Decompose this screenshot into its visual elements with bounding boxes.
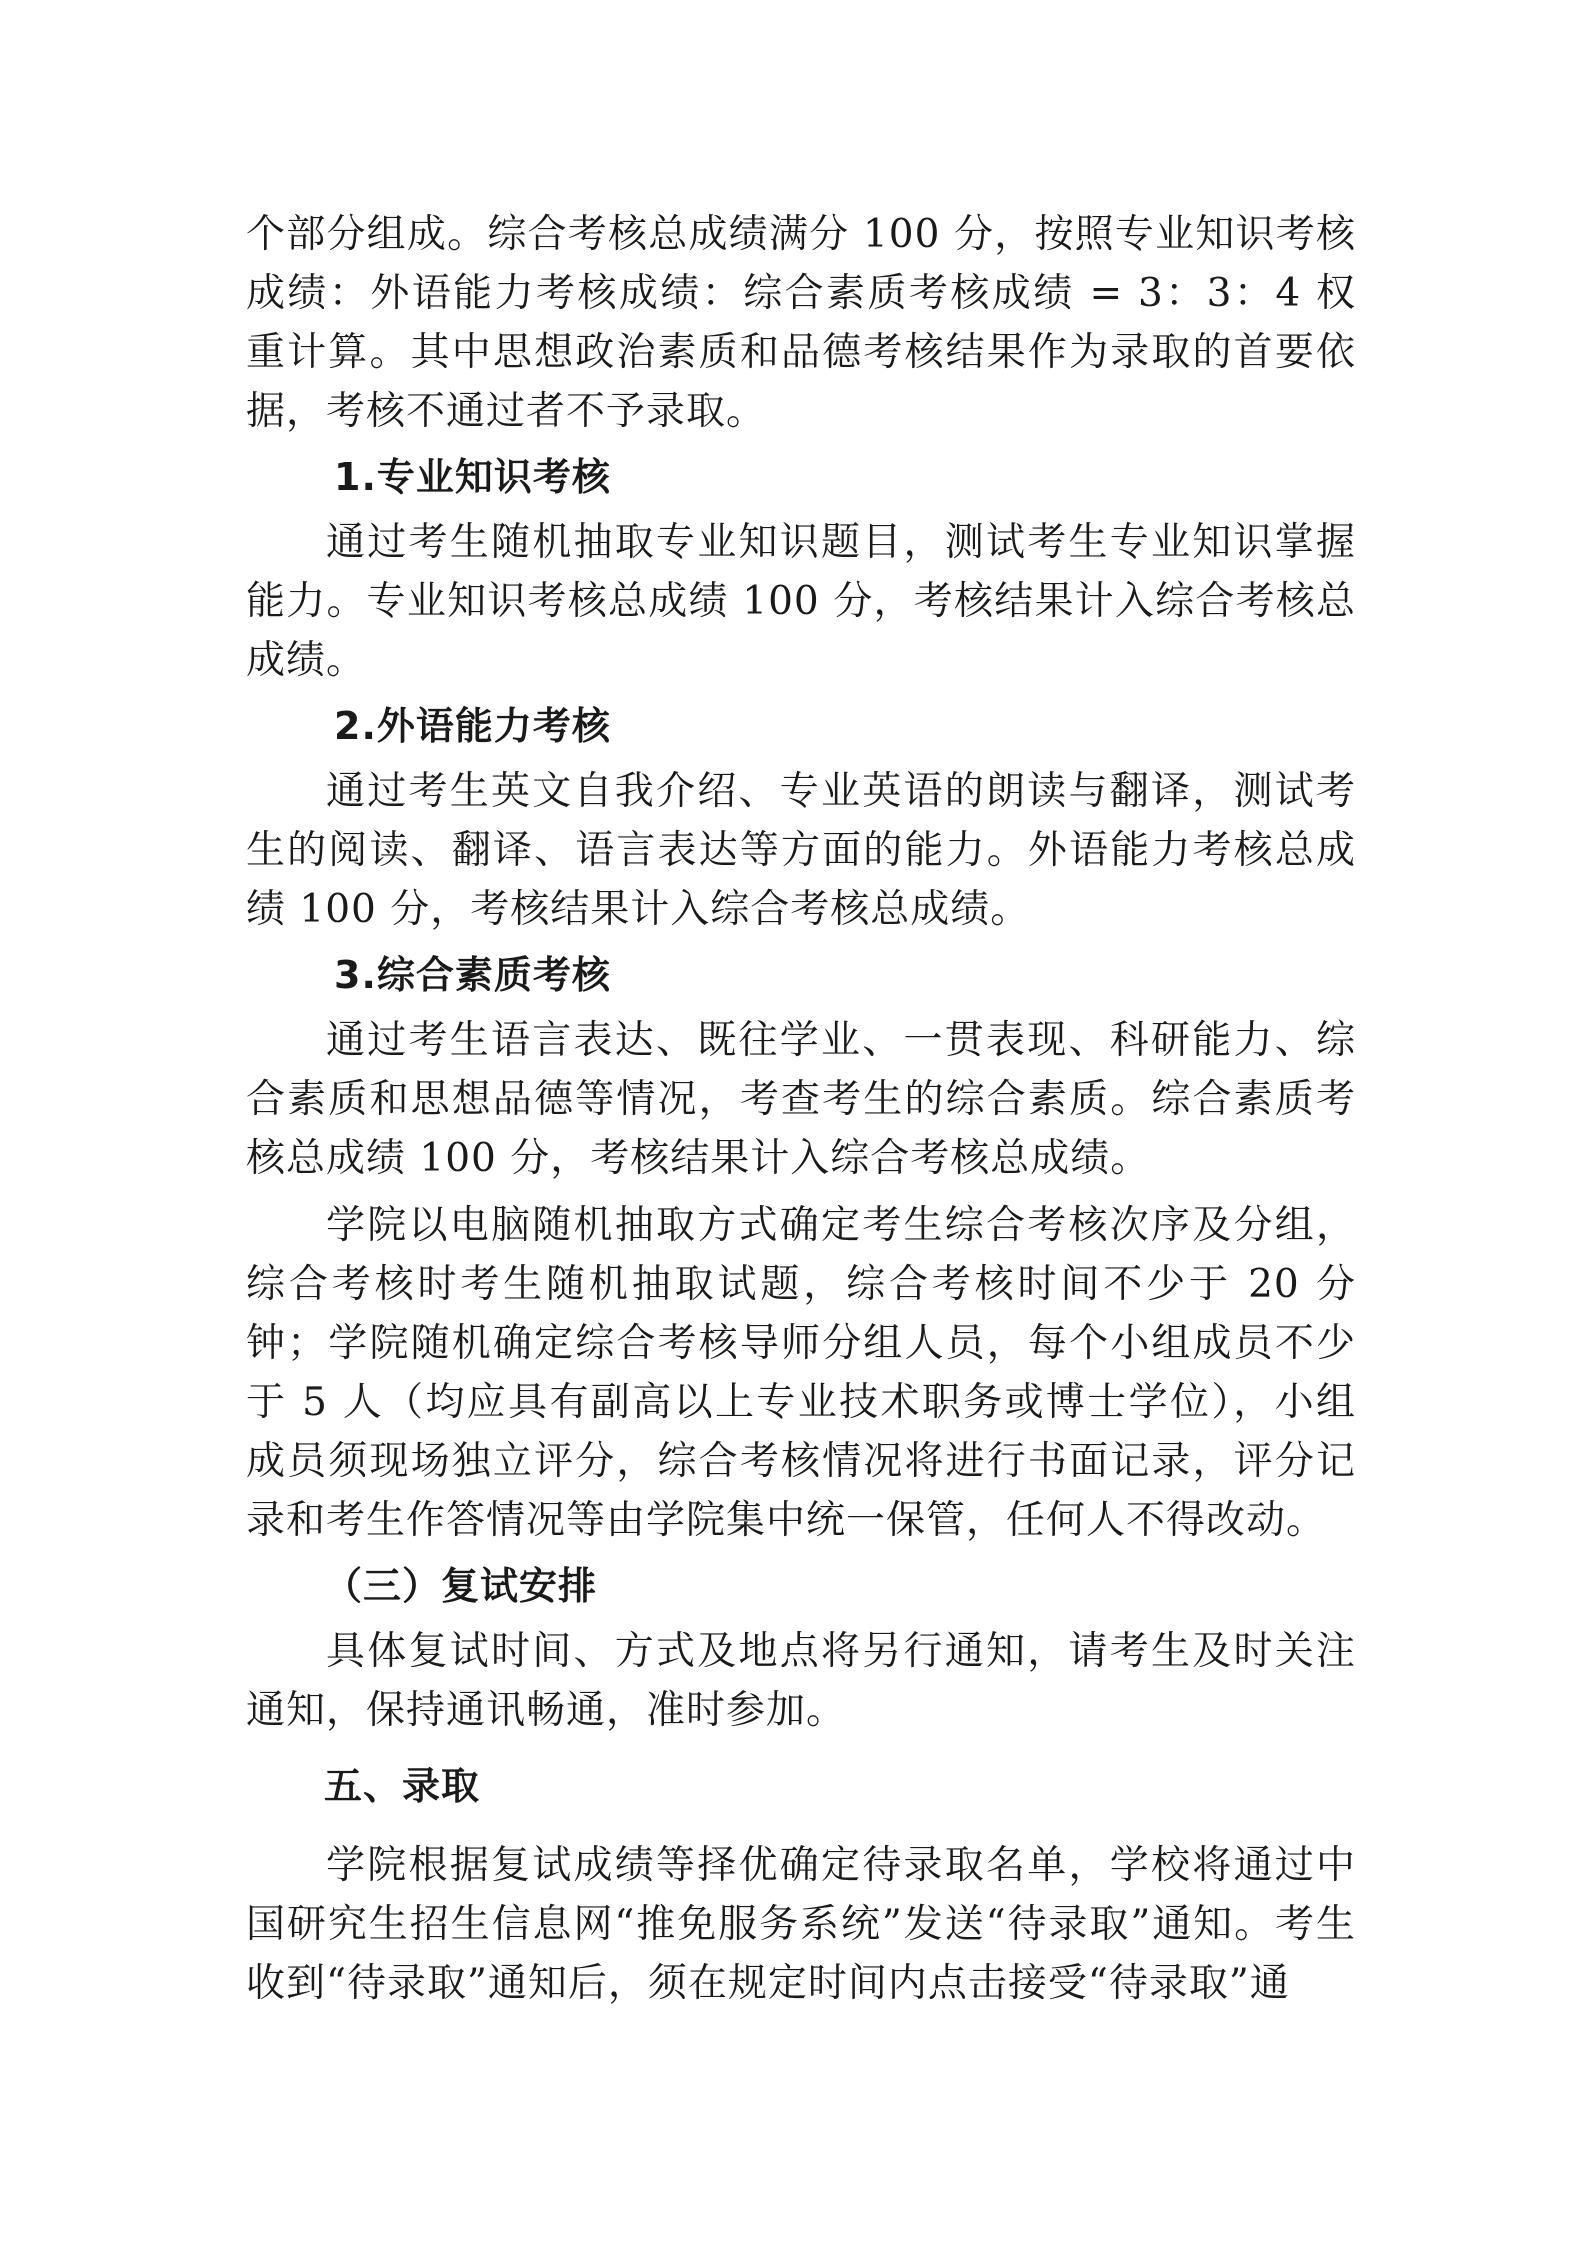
heading-retest-arrangement: （三）复试安排 [324, 1564, 598, 1608]
paragraph-assessment-composition: 个部分组成。综合考核总成绩满分 100 分，按照专业知识考核成绩：外语能力考核成绩：综合素质考核成绩 = 3：3：4 权重计算。其中思想政治素质和品德考核结果作为录取的首要依据，考核不通过者不予录取。 [246, 212, 1356, 434]
paragraph-comprehensive-quality: 通过考生语言表达、既往学业、一贯表现、科研能力、综合素质和思想品德等情况，考查考生的综合素质。综合素质考核总成绩 100 分，考核结果计入综合考核总成绩。 [246, 1018, 1356, 1181]
paragraph-assessment-procedure: 学院以电脑随机抽取方式确定考生综合考核次序及分组，综合考核时考生随机抽取试题，综合考核时间不少于 20 分钟；学院随机确定综合考核导师分组人员，每个小组成员不少于 5 人（均应具有副高以上专业技术职务或博士学位），小组成员须现场独立评分，综合考核情况将进行书面记录，评分记录和考生作答情况等由学院集中统一保管，任何人不得改动。 [246, 1203, 1356, 1543]
heading-foreign-language: 2.外语能力考核 [334, 704, 611, 748]
paragraph-retest-arrangement: 具体复试时间、方式及地点将另行通知，请考生及时关注通知，保持通讯畅通，准时参加。 [246, 1629, 1356, 1733]
paragraph-admission: 学院根据复试成绩等择优确定待录取名单，学校将通过中国研究生招生信息网“推免服务系统”发送“待录取”通知。考生收到“待录取”通知后，须在规定时间内点击接受“待录取”通 [246, 1843, 1356, 2006]
paragraph-foreign-language: 通过考生英文自我介绍、专业英语的朗读与翻译，测试考生的阅读、翻译、语言表达等方面的能力。外语能力考核总成绩 100 分，考核结果计入综合考核总成绩。 [246, 769, 1356, 932]
heading-comprehensive-quality: 3.综合素质考核 [334, 953, 611, 997]
heading-professional-knowledge: 1.专业知识考核 [334, 455, 611, 499]
paragraph-professional-knowledge: 通过考生随机抽取专业知识题目，测试考生专业知识掌握能力。专业知识考核总成绩 100 分，考核结果计入综合考核总成绩。 [246, 520, 1356, 683]
heading-admission: 五、录取 [324, 1764, 481, 1808]
document-body [246, 205, 1356, 2021]
